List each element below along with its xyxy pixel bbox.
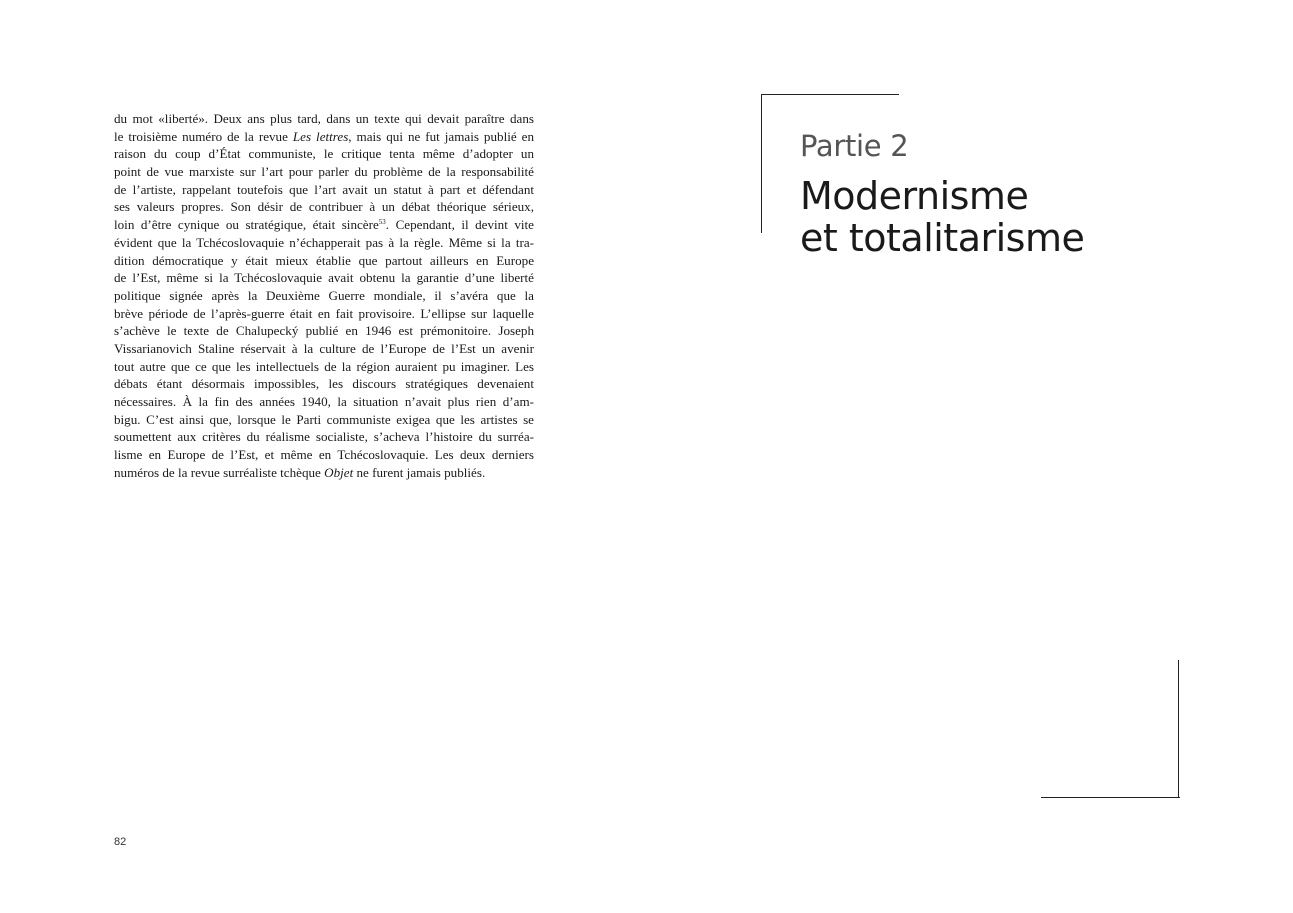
paragraph-line: politique signée après la Deuxième Guerre mondiale, il s’avéra que la	[114, 287, 534, 303]
paragraph-line: loin d’être cynique ou stratégique, était sincère$^{53}$. Cependant, il devint vite	[114, 217, 534, 233]
body-paragraph	[114, 110, 534, 481]
paragraph-line: point de vue marxiste sur l’art pour parler du problème de la responsabilité	[114, 164, 534, 180]
paragraph-line: raison du coup d’État communiste, le critique tenta même d’adopter un	[114, 146, 534, 162]
italic-title: Objet	[324, 464, 354, 480]
frame-corner-bottom-vertical	[1178, 660, 1179, 798]
paragraph-line: débats étant désormais impossibles, les discours stratégiques devenaient	[114, 376, 534, 392]
left-page	[0, 0, 646, 913]
paragraph-line: de l’Est, même si la Tchécoslovaquie avait obtenu la garantie d’une liberté	[114, 270, 534, 286]
frame-corner-top-vertical	[761, 94, 762, 233]
paragraph-line: soumettent aux critères du réalisme socialiste, s’acheva l’histoire du surréa-	[114, 429, 534, 445]
paragraph-line: évident que la Tchécoslovaquie n’échapperait pas à la règle. Même si la tra-	[114, 234, 534, 250]
paragraph-line: dition démocratique y était mieux établie que partout ailleurs en Europe	[114, 252, 534, 268]
paragraph-line: bigu. C’est ainsi que, lorsque le Parti communiste exigea que les artistes se	[114, 411, 534, 427]
footnote-reference[interactable]: 53	[378, 218, 386, 227]
part-label: Partie 2	[800, 129, 909, 163]
part-title	[800, 175, 1084, 259]
page-number: 82	[114, 836, 127, 848]
part-title-line-2: et totalitarisme	[800, 216, 1085, 260]
paragraph-line: lisme en Europe de l’Est, et même en Tchécoslovaquie. Les deux derniers	[114, 447, 534, 463]
paragraph-line: le troisième numéro de la revue Les lettres, mais qui ne fut jamais publié en	[114, 128, 534, 144]
paragraph-line: Vissarianovich Staline réservait à la culture de l’Europe de l’Est un avenir	[114, 340, 534, 356]
paragraph-line: numéros de la revue surréaliste tchèque Objet ne furent jamais publiés.	[114, 464, 486, 480]
paragraph-line: tout autre que ce que les intellectuels de la région auraient pu imaginer. Les	[114, 358, 534, 374]
paragraph-line: de l’artiste, rappelant toutefois que l’art avait un statut à part et défendant	[114, 181, 534, 197]
paragraph-line: nécessaires. À la fin des années 1940, la situation n’avait plus rien d’am-	[114, 394, 534, 409]
paragraph-line: du mot «liberté». Deux ans plus tard, dans un texte qui devait paraître dans	[114, 111, 534, 126]
paragraph-line: brève période de l’après-guerre était en fait provisoire. L’ellipse sur laquelle	[114, 305, 534, 321]
frame-corner-bottom-horizontal	[1041, 797, 1180, 798]
paragraph-line: s’achève le texte de Chalupecký publié en 1946 est prémonitoire. Joseph	[114, 323, 534, 339]
right-page	[646, 0, 1293, 913]
frame-corner-top-horizontal	[761, 94, 899, 95]
italic-title: Les lettres	[292, 128, 349, 144]
part-title-line-1: Modernisme	[800, 174, 1029, 218]
paragraph-line: ses valeurs propres. Son désir de contribuer à un débat théorique sérieux,	[114, 199, 534, 215]
